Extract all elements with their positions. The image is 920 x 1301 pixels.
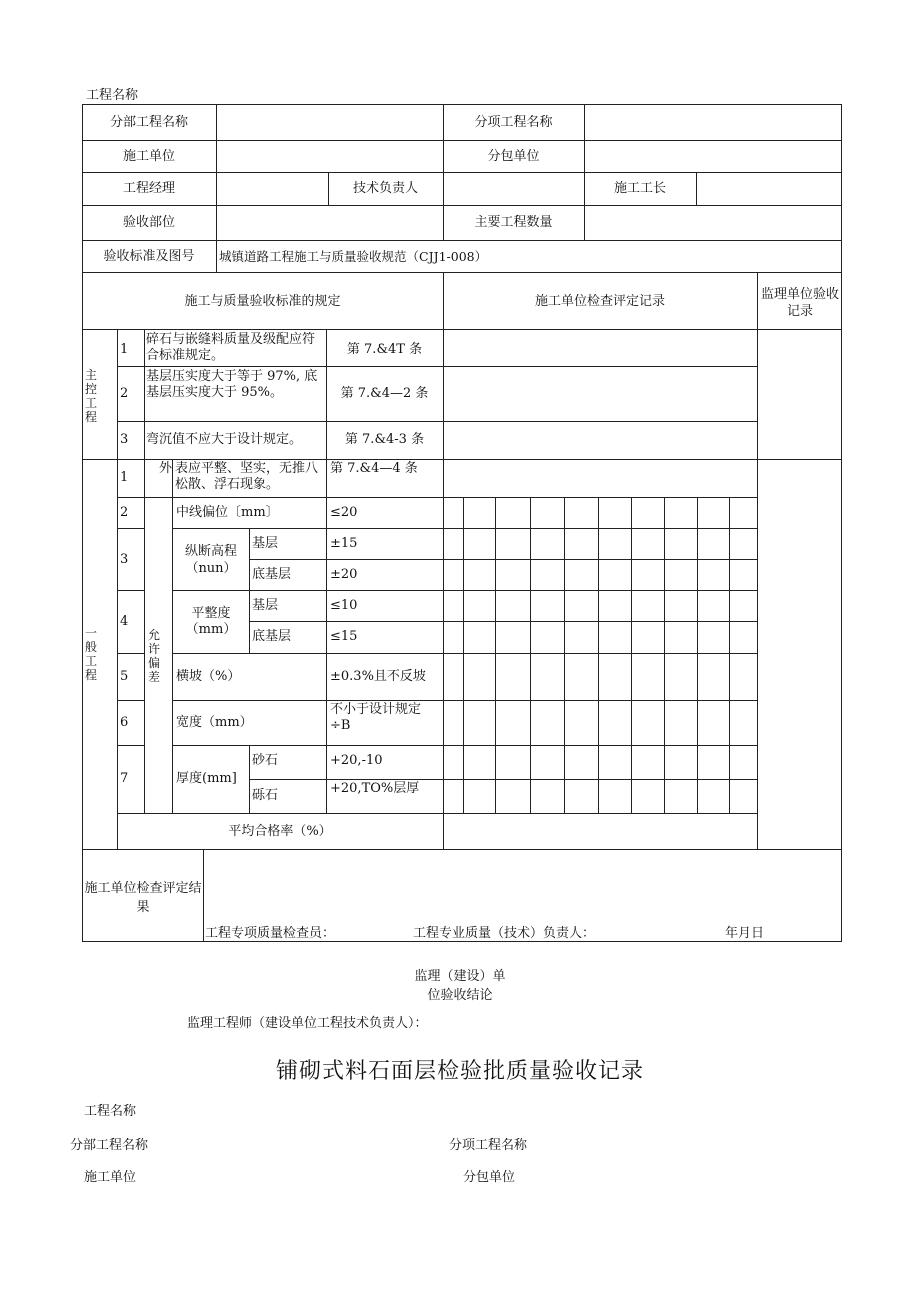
row-line	[82, 205, 842, 206]
general-row-6-value: 不小于设计规定÷B	[330, 702, 422, 733]
general-row-6-item: 宽度（mm）	[176, 715, 253, 730]
result-label: 施工单位检查评定结果	[84, 881, 202, 915]
check-record-header: 施工单位检查评定记录	[534, 294, 665, 309]
row-line	[82, 172, 842, 173]
inspector-label: 工程专项质量检查员：	[205, 926, 336, 941]
general-row-4-sub2: 底基层	[252, 629, 292, 644]
general-row-2-item: 中线偏位〔mm〕	[176, 505, 279, 520]
grid-line	[598, 497, 599, 814]
second-item-project-label: 分项工程名称	[449, 1138, 528, 1153]
general-row-1-clause: 第 7.&4—4 条	[330, 461, 418, 476]
row-line	[82, 272, 842, 273]
general-row-3-val2: ±20	[330, 567, 358, 582]
col-line	[249, 528, 250, 653]
general-row-5-no: 5	[120, 669, 129, 684]
main-row-1-text: 碎石与嵌缝料质量及级配应符合标准规定。	[146, 332, 316, 363]
supervision-conclusion-line1: 监理（建设）单	[414, 969, 506, 984]
col-line	[326, 459, 327, 814]
general-row-7-no: 7	[120, 771, 129, 786]
row-line	[82, 240, 842, 241]
col-line	[249, 745, 250, 813]
row-line	[82, 459, 842, 460]
table-border-bottom	[82, 941, 842, 942]
general-label: 一般工程	[84, 626, 97, 682]
general-row-4-item: 平整度（mm）	[185, 606, 237, 637]
sub-project-label: 分部工程名称	[109, 115, 188, 130]
general-row-5-item: 横坡（%）	[176, 669, 241, 684]
general-row-4-val2: ≤15	[330, 629, 358, 644]
main-row-1-no: 1	[120, 342, 129, 357]
general-row-3-item: 纵断高程（nun）	[184, 544, 237, 576]
second-subcontract-unit-label: 分包单位	[463, 1170, 516, 1185]
row-line	[172, 653, 758, 654]
col-line	[172, 459, 173, 814]
row-line	[172, 590, 758, 591]
construction-unit-label: 施工单位	[122, 149, 175, 164]
general-row-6-no: 6	[120, 715, 129, 730]
row-line	[117, 590, 145, 591]
col-line	[203, 849, 204, 942]
main-row-1-clause: 第 7.&4T 条	[346, 342, 423, 357]
col-line	[443, 172, 444, 206]
col-line	[443, 272, 444, 849]
row-line	[82, 329, 842, 330]
date-label: 年月日	[725, 926, 765, 941]
row-line	[82, 849, 842, 850]
grid-line	[664, 497, 665, 814]
standard-value: 城镇道路工程施工与质量验收规范（CJJ1-008）	[219, 249, 488, 264]
second-sub-project-label: 分部工程名称	[70, 1138, 149, 1153]
general-row-2-no: 2	[120, 505, 129, 520]
row-line	[172, 528, 758, 529]
project-name-label: 工程名称	[86, 88, 139, 103]
general-row-4-val1: ≤10	[330, 598, 358, 613]
col-line	[696, 172, 697, 206]
supervision-header: 监理单位验收记录	[760, 287, 839, 319]
row-line	[117, 528, 145, 529]
general-row-7-sub2: 砾石	[252, 788, 279, 803]
col-line	[117, 329, 118, 849]
general-row-3-sub1: 基层	[252, 536, 279, 551]
col-line	[757, 272, 758, 849]
main-row-3-clause: 第 7.&4-3 条	[344, 432, 425, 447]
project-manager-label: 工程经理	[122, 181, 175, 196]
general-row-7-val1: +20,-10	[330, 753, 383, 768]
grid-line	[729, 497, 730, 814]
col-line	[144, 459, 145, 814]
table-border-right	[841, 104, 842, 942]
general-row-1-outer: 外	[159, 461, 173, 476]
avg-pass-rate-label: 平均合格率（%）	[228, 824, 332, 839]
col-line	[584, 104, 585, 173]
main-row-2-no: 2	[120, 386, 129, 401]
table-border-top	[82, 104, 842, 105]
row-line	[117, 700, 145, 701]
main-row-3-text: 弯沉值不应大于设计规定。	[146, 432, 303, 447]
row-line	[117, 653, 145, 654]
general-row-4-sub1: 基层	[252, 598, 279, 613]
grid-line	[463, 497, 464, 814]
main-row-3-no: 3	[120, 432, 129, 447]
row-line	[117, 813, 758, 814]
acceptance-part-label: 验收部位	[122, 215, 175, 230]
row-line	[82, 140, 842, 141]
general-row-4-no: 4	[120, 614, 129, 629]
second-construction-unit-label: 施工单位	[84, 1170, 137, 1185]
foreman-label: 施工工长	[613, 181, 666, 196]
grid-line	[697, 497, 698, 814]
main-quantity-label: 主要工程数量	[474, 215, 553, 230]
supervision-conclusion-line2: 位验收结论	[427, 988, 493, 1003]
row-line	[117, 497, 758, 498]
second-project-name-label: 工程名称	[84, 1104, 137, 1119]
second-form-title: 铺砌式料石面层检验批质量验收记录	[275, 1059, 644, 1084]
general-row-3-no: 3	[120, 552, 129, 567]
standard-label: 验收标准及图号	[103, 249, 195, 264]
deviation-label: 允许偏差	[147, 628, 160, 684]
subcontract-unit-label: 分包单位	[487, 149, 540, 164]
general-row-3-val1: ±15	[330, 536, 358, 551]
grid-line	[631, 497, 632, 814]
general-row-1-no: 1	[120, 470, 129, 485]
item-project-label: 分项工程名称	[474, 115, 553, 130]
general-row-3-sub2: 底基层	[252, 567, 292, 582]
grid-line	[495, 497, 496, 814]
main-row-2-clause: 第 7.&4—2 条	[340, 386, 429, 401]
row-line	[117, 421, 758, 422]
main-row-2-text: 基层压实度大于等于 97%, 底基层压实度大于 95%。	[146, 369, 318, 400]
row-line	[117, 745, 145, 746]
general-row-5-value: ±0.3%且不反坡	[330, 669, 426, 684]
row-line	[172, 700, 758, 701]
col-line	[216, 240, 217, 273]
general-row-7-val2: +20,TO%层厚	[330, 781, 420, 796]
general-row-7-item: 厚度(mm]	[176, 771, 237, 786]
main-control-label: 主控工程	[84, 368, 97, 424]
general-row-2-value: ≤20	[330, 505, 358, 520]
row-line	[172, 745, 758, 746]
tech-lead-label: 技术负责人	[352, 181, 418, 196]
general-row-7-sub1: 砂石	[252, 753, 279, 768]
grid-line	[564, 497, 565, 814]
tech-person-label: 工程专业质量（技术）负责人：	[413, 926, 596, 941]
grid-line	[530, 497, 531, 814]
col-line	[584, 205, 585, 241]
col-line	[216, 104, 217, 240]
supervision-engineer-label: 监理工程师（建设单位工程技术负责人）：	[187, 1016, 428, 1031]
row-line	[117, 366, 758, 367]
rules-header: 施工与质量验收标准的规定	[184, 294, 341, 309]
col-line	[144, 329, 145, 459]
general-row-1-text: 表应平整、坚实，无推八松散、浮石现象。	[175, 461, 319, 492]
